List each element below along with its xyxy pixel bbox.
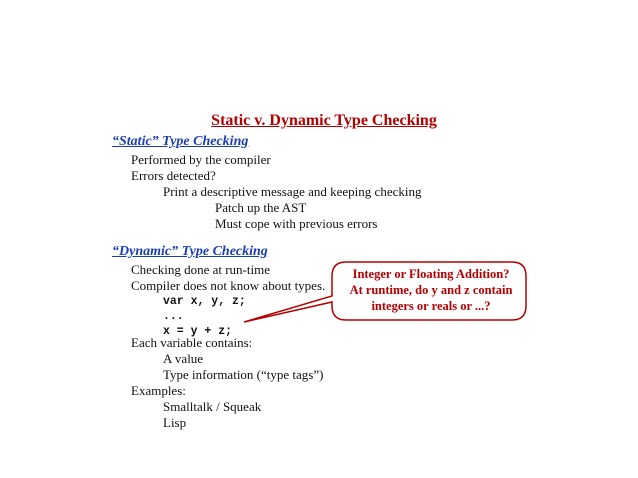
- static-line-1: Performed by the compiler: [131, 152, 271, 167]
- code-line-2: ...: [163, 310, 184, 323]
- static-heading: “Static” Type Checking: [112, 134, 249, 149]
- dynamic-line-1: Checking done at run-time: [131, 262, 270, 277]
- static-line-2: Errors detected?: [131, 168, 216, 183]
- callout-line-3: integers or reals or ...?: [371, 299, 491, 313]
- code-line-1: var x, y, z;: [163, 295, 246, 308]
- dynamic-line-8: Lisp: [163, 415, 187, 430]
- dynamic-line-7: Smalltalk / Squeak: [163, 399, 262, 414]
- dynamic-line-6: Examples:: [131, 383, 186, 398]
- slide-title: Static v. Dynamic Type Checking: [211, 112, 437, 129]
- dynamic-line-2: Compiler does not know about types.: [131, 278, 326, 293]
- dynamic-line-5: Type information (“type tags”): [163, 367, 324, 382]
- static-line-5: Must cope with previous errors: [215, 216, 378, 231]
- dynamic-heading: “Dynamic” Type Checking: [112, 244, 268, 259]
- dynamic-line-3: Each variable contains:: [131, 335, 253, 350]
- callout-line-2: At runtime, do y and z contain: [349, 283, 513, 297]
- code-line-3: x = y + z;: [163, 325, 233, 338]
- callout-line-1: Integer or Floating Addition?: [352, 267, 510, 281]
- static-line-3: Print a descriptive message and keeping checking: [163, 184, 422, 199]
- static-line-4: Patch up the AST: [215, 200, 307, 215]
- callout-text: [338, 266, 524, 314]
- dynamic-line-4: A value: [163, 351, 204, 366]
